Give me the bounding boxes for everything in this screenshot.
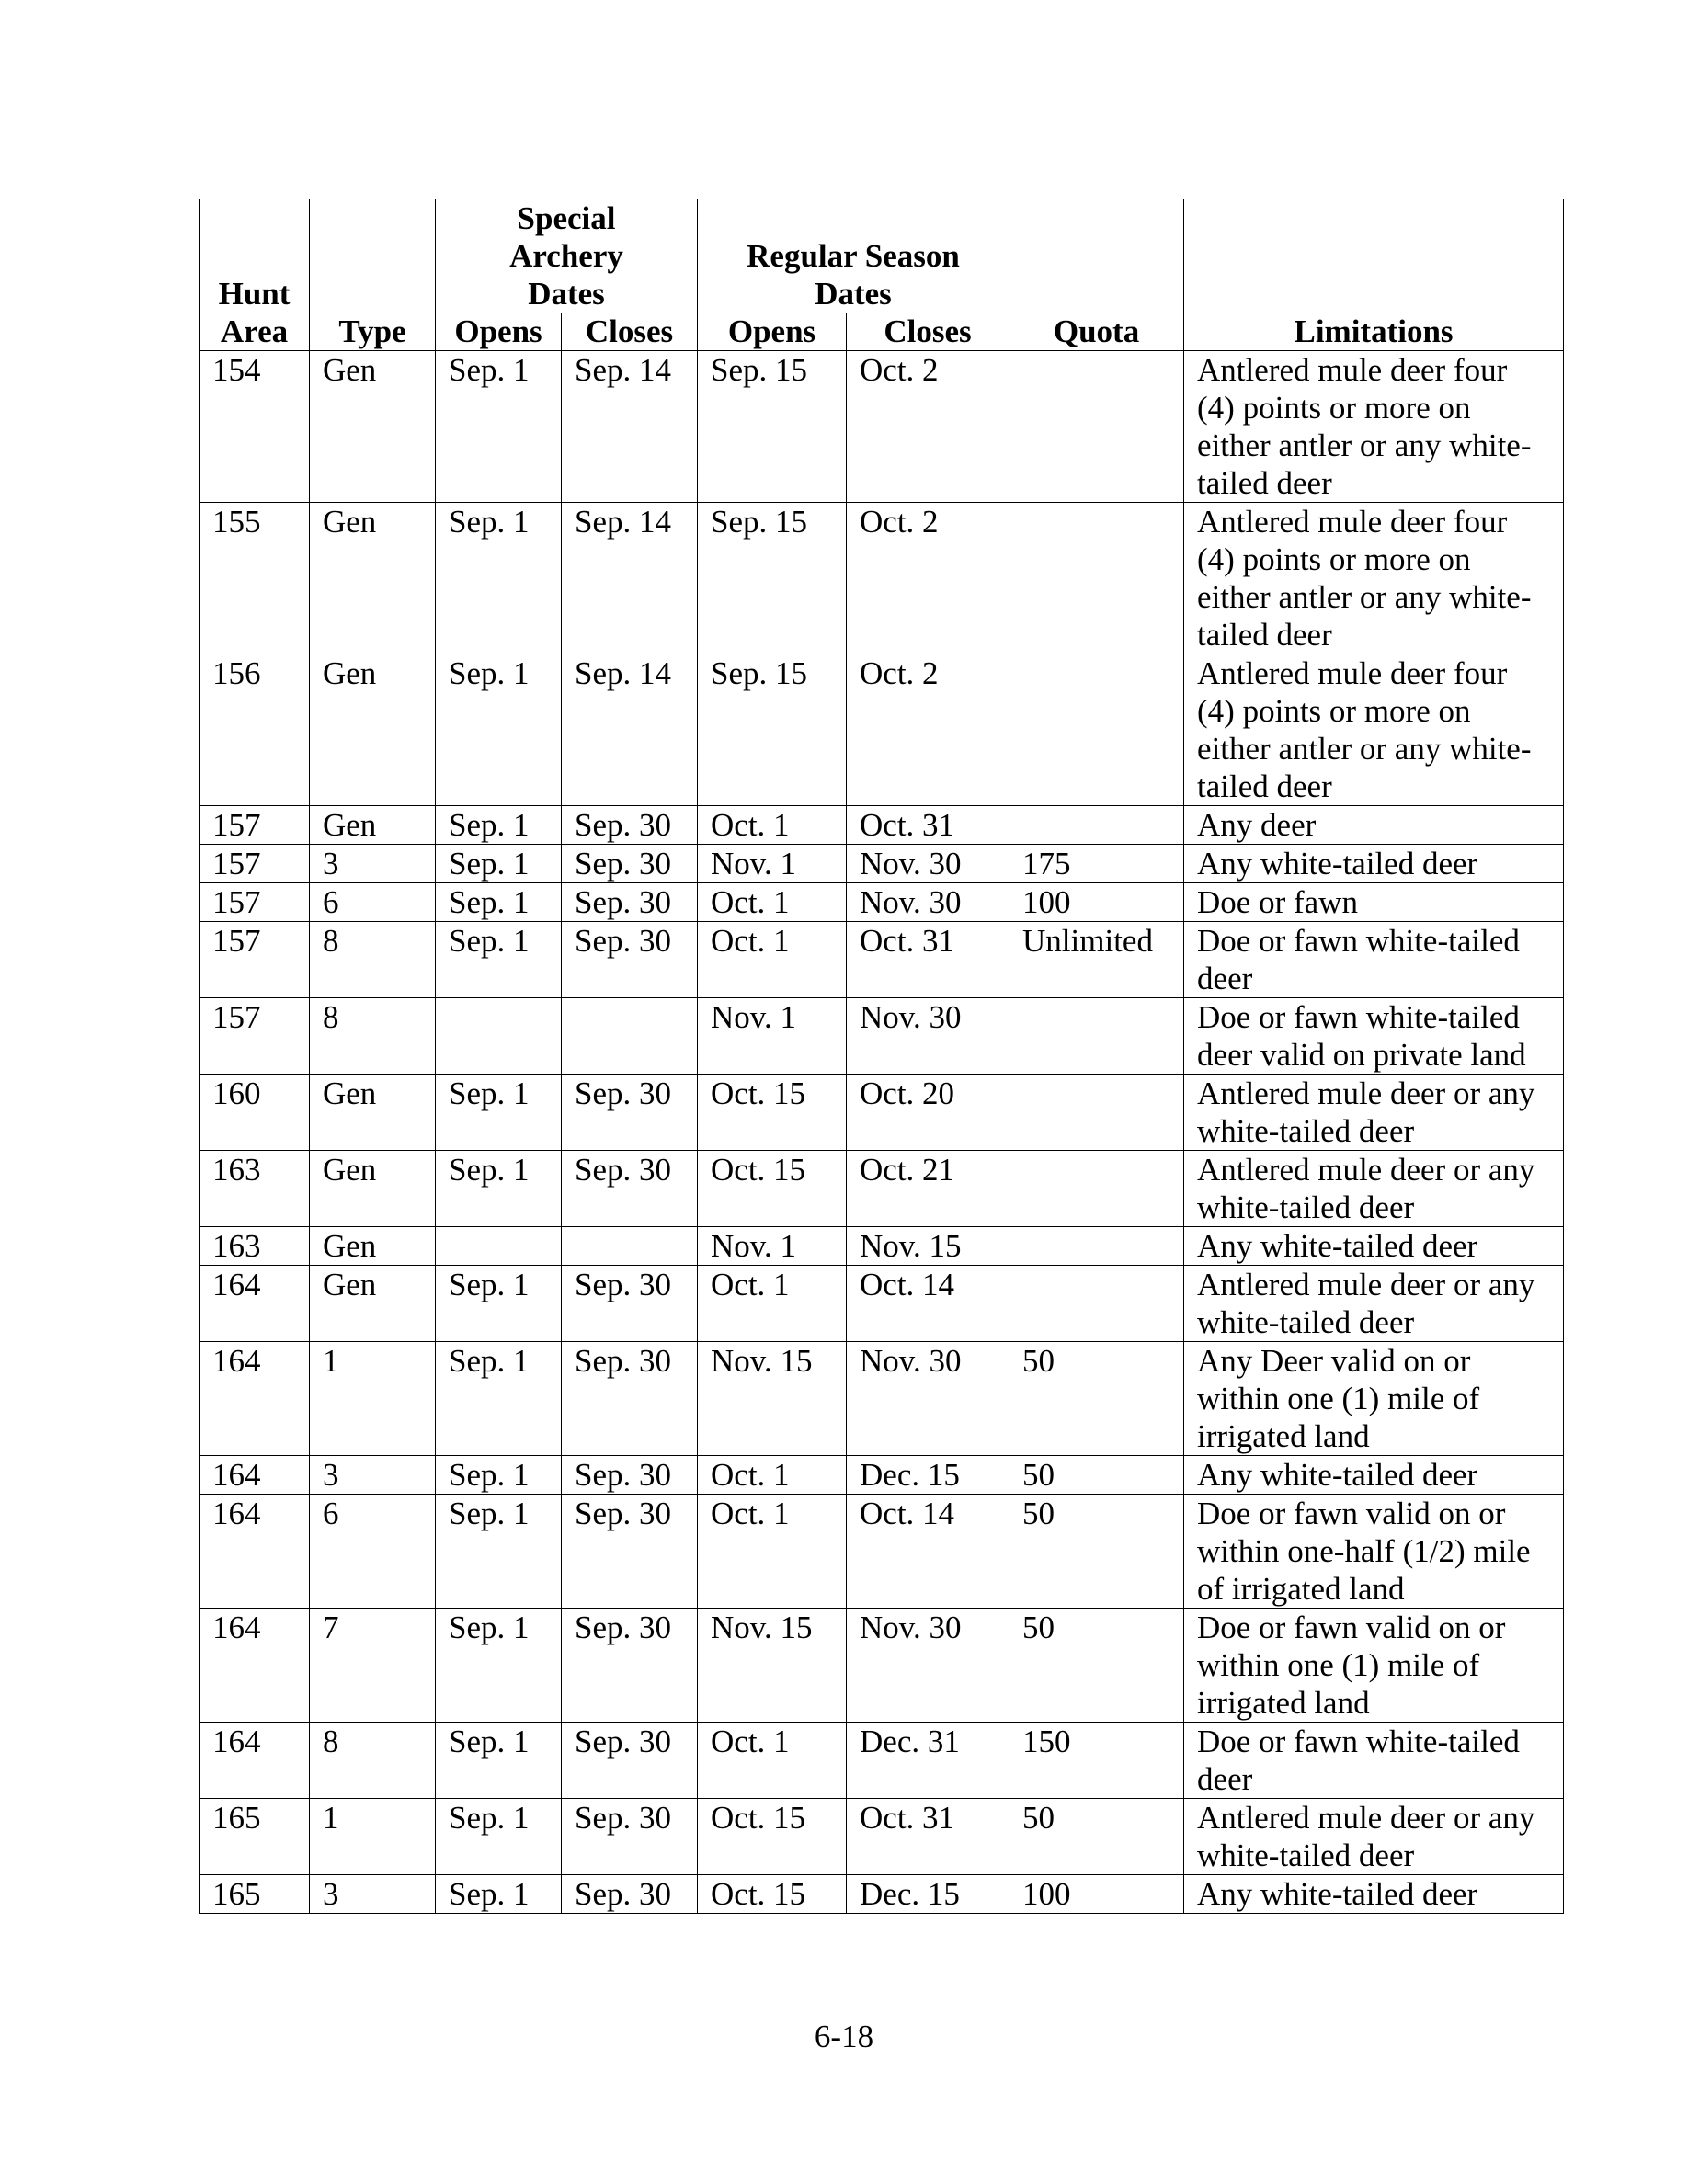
- table-row: [200, 998, 1564, 1075]
- quota-cell: 50: [1009, 1799, 1184, 1875]
- type-cell: 3: [310, 1875, 436, 1914]
- type-cell: Gen: [310, 1227, 436, 1266]
- archery-opens-cell: Sep. 1: [436, 1075, 562, 1151]
- limitations-cell: Antlered mule deer four (4) points or more on either antler or any white-tailed deer: [1184, 654, 1564, 806]
- archery-opens-cell: Sep. 1: [436, 1266, 562, 1342]
- regular-opens-cell: Oct. 1: [698, 1723, 847, 1799]
- type-cell: Gen: [310, 503, 436, 654]
- hunt-area-cell: 165: [200, 1875, 310, 1914]
- regular-opens-cell: Oct. 1: [698, 806, 847, 845]
- regular-closes-cell: Nov. 30: [847, 845, 1009, 883]
- regular-closes-cell: Dec. 15: [847, 1875, 1009, 1914]
- regular-closes-cell: Oct. 14: [847, 1495, 1009, 1609]
- limitations-cell: Antlered mule deer or any white-tailed deer: [1184, 1075, 1564, 1151]
- quota-cell: [1009, 1227, 1184, 1266]
- quota-cell: [1009, 351, 1184, 503]
- limitations-cell: Doe or fawn white-tailed deer: [1184, 922, 1564, 998]
- regular-opens-cell: Nov. 1: [698, 1227, 847, 1266]
- quota-cell: 150: [1009, 1723, 1184, 1799]
- quota-cell: [1009, 654, 1184, 806]
- type-cell: 1: [310, 1799, 436, 1875]
- regular-closes-cell: Nov. 30: [847, 1342, 1009, 1456]
- table-row: [200, 1075, 1564, 1151]
- archery-closes-cell: Sep. 30: [562, 1609, 698, 1723]
- regular-closes-cell: Nov. 30: [847, 883, 1009, 922]
- type-cell: Gen: [310, 1151, 436, 1227]
- type-cell: 6: [310, 1495, 436, 1609]
- table-body: [200, 351, 1564, 1914]
- table-header: [200, 199, 1564, 351]
- hunt-area-cell: 163: [200, 1151, 310, 1227]
- archery-closes-cell: Sep. 30: [562, 1723, 698, 1799]
- hunt-area-cell: 164: [200, 1456, 310, 1495]
- hunt-area-cell: 155: [200, 503, 310, 654]
- limitations-cell: Antlered mule deer or any white-tailed deer: [1184, 1151, 1564, 1227]
- type-cell: 3: [310, 845, 436, 883]
- archery-closes-cell: Sep. 30: [562, 1151, 698, 1227]
- archery-closes-cell: Sep. 14: [562, 351, 698, 503]
- archery-closes-cell: Sep. 30: [562, 1456, 698, 1495]
- regular-closes-cell: Nov. 30: [847, 998, 1009, 1075]
- archery-opens-cell: Sep. 1: [436, 503, 562, 654]
- table-row: [200, 1875, 1564, 1914]
- limitations-cell: Any deer: [1184, 806, 1564, 845]
- limitations-cell: Any white-tailed deer: [1184, 1456, 1564, 1495]
- archery-opens-cell: Sep. 1: [436, 845, 562, 883]
- regular-opens-cell: Nov. 15: [698, 1342, 847, 1456]
- archery-closes-cell: Sep. 30: [562, 806, 698, 845]
- regular-closes-cell: Oct. 2: [847, 351, 1009, 503]
- quota-cell: 50: [1009, 1495, 1184, 1609]
- page-number: 6-18: [814, 2019, 874, 2054]
- archery-closes-cell: Sep. 30: [562, 922, 698, 998]
- type-cell: 8: [310, 922, 436, 998]
- header-regular-season-dates: Regular Season Dates: [698, 199, 1009, 313]
- type-cell: Gen: [310, 1266, 436, 1342]
- header-regular-opens: Opens: [698, 313, 847, 351]
- table-row: [200, 883, 1564, 922]
- archery-closes-cell: Sep. 14: [562, 654, 698, 806]
- limitations-cell: Antlered mule deer four (4) points or more on either antler or any white-tailed deer: [1184, 351, 1564, 503]
- table-row: [200, 1227, 1564, 1266]
- table-row: [200, 654, 1564, 806]
- quota-cell: Unlimited: [1009, 922, 1184, 998]
- type-cell: Gen: [310, 351, 436, 503]
- hunt-area-cell: 164: [200, 1609, 310, 1723]
- regular-opens-cell: Nov. 1: [698, 845, 847, 883]
- limitations-cell: Doe or fawn white-tailed deer: [1184, 1723, 1564, 1799]
- limitations-cell: Any white-tailed deer: [1184, 1227, 1564, 1266]
- archery-closes-cell: Sep. 30: [562, 883, 698, 922]
- archery-opens-cell: Sep. 1: [436, 922, 562, 998]
- quota-cell: [1009, 806, 1184, 845]
- regular-closes-cell: Nov. 15: [847, 1227, 1009, 1266]
- type-cell: 3: [310, 1456, 436, 1495]
- archery-opens-cell: Sep. 1: [436, 1723, 562, 1799]
- regular-opens-cell: Nov. 15: [698, 1609, 847, 1723]
- regular-opens-cell: Sep. 15: [698, 654, 847, 806]
- hunt-area-cell: 164: [200, 1342, 310, 1456]
- regular-closes-cell: Dec. 31: [847, 1723, 1009, 1799]
- type-cell: Gen: [310, 806, 436, 845]
- limitations-cell: Doe or fawn white-tailed deer valid on private land: [1184, 998, 1564, 1075]
- quota-cell: [1009, 998, 1184, 1075]
- regular-opens-cell: Oct. 15: [698, 1075, 847, 1151]
- limitations-cell: Doe or fawn valid on or within one-half (1/2) mile of irrigated land: [1184, 1495, 1564, 1609]
- quota-cell: 175: [1009, 845, 1184, 883]
- table-row: [200, 1799, 1564, 1875]
- archery-opens-cell: [436, 998, 562, 1075]
- quota-cell: [1009, 1151, 1184, 1227]
- archery-closes-cell: Sep. 30: [562, 1266, 698, 1342]
- quota-cell: [1009, 1266, 1184, 1342]
- header-limitations: Limitations: [1184, 199, 1564, 351]
- hunt-area-cell: 156: [200, 654, 310, 806]
- regular-opens-cell: Sep. 15: [698, 503, 847, 654]
- type-cell: Gen: [310, 1075, 436, 1151]
- archery-closes-cell: Sep. 14: [562, 503, 698, 654]
- archery-opens-cell: Sep. 1: [436, 1799, 562, 1875]
- archery-opens-cell: Sep. 1: [436, 1875, 562, 1914]
- hunt-area-cell: 157: [200, 883, 310, 922]
- hunt-area-cell: 164: [200, 1723, 310, 1799]
- header-regular-closes: Closes: [847, 313, 1009, 351]
- type-cell: 8: [310, 1723, 436, 1799]
- table-row: [200, 1342, 1564, 1456]
- archery-closes-cell: Sep. 30: [562, 1495, 698, 1609]
- limitations-cell: Doe or fawn valid on or within one (1) mile of irrigated land: [1184, 1609, 1564, 1723]
- table-row: [200, 1723, 1564, 1799]
- table-row: [200, 1151, 1564, 1227]
- archery-opens-cell: Sep. 1: [436, 351, 562, 503]
- type-cell: 7: [310, 1609, 436, 1723]
- archery-opens-cell: Sep. 1: [436, 654, 562, 806]
- hunt-area-cell: 164: [200, 1495, 310, 1609]
- archery-closes-cell: Sep. 30: [562, 1875, 698, 1914]
- hunt-area-cell: 157: [200, 806, 310, 845]
- archery-closes-cell: Sep. 30: [562, 1799, 698, 1875]
- hunt-area-cell: 154: [200, 351, 310, 503]
- regular-closes-cell: Oct. 2: [847, 503, 1009, 654]
- hunt-area-cell: 164: [200, 1266, 310, 1342]
- quota-cell: 100: [1009, 883, 1184, 922]
- quota-cell: 50: [1009, 1342, 1184, 1456]
- hunt-area-cell: 160: [200, 1075, 310, 1151]
- regular-opens-cell: Oct. 1: [698, 922, 847, 998]
- archery-opens-cell: Sep. 1: [436, 1151, 562, 1227]
- regular-opens-cell: Oct. 1: [698, 1266, 847, 1342]
- table-row: [200, 806, 1564, 845]
- header-special-archery-dates: Special Archery Dates: [436, 199, 698, 313]
- type-cell: 8: [310, 998, 436, 1075]
- archery-opens-cell: Sep. 1: [436, 806, 562, 845]
- hunt-area-cell: 157: [200, 922, 310, 998]
- table-row: [200, 1266, 1564, 1342]
- regular-closes-cell: Dec. 15: [847, 1456, 1009, 1495]
- archery-closes-cell: Sep. 30: [562, 845, 698, 883]
- archery-closes-cell: [562, 1227, 698, 1266]
- regular-closes-cell: Oct. 20: [847, 1075, 1009, 1151]
- table-row: [200, 503, 1564, 654]
- limitations-cell: Antlered mule deer four (4) points or more on either antler or any white-tailed deer: [1184, 503, 1564, 654]
- limitations-cell: Antlered mule deer or any white-tailed deer: [1184, 1266, 1564, 1342]
- limitations-cell: Doe or fawn: [1184, 883, 1564, 922]
- regular-opens-cell: Oct. 15: [698, 1799, 847, 1875]
- archery-opens-cell: Sep. 1: [436, 1456, 562, 1495]
- regular-closes-cell: Oct. 31: [847, 806, 1009, 845]
- regular-opens-cell: Oct. 1: [698, 883, 847, 922]
- regular-opens-cell: Nov. 1: [698, 998, 847, 1075]
- archery-closes-cell: [562, 998, 698, 1075]
- archery-opens-cell: [436, 1227, 562, 1266]
- table-row: [200, 845, 1564, 883]
- quota-cell: [1009, 503, 1184, 654]
- regular-closes-cell: Oct. 14: [847, 1266, 1009, 1342]
- table-row: [200, 1495, 1564, 1609]
- hunt-area-cell: 163: [200, 1227, 310, 1266]
- archery-opens-cell: Sep. 1: [436, 1609, 562, 1723]
- header-type: Type: [310, 199, 436, 351]
- hunt-area-cell: 165: [200, 1799, 310, 1875]
- hunt-area-cell: 157: [200, 845, 310, 883]
- regular-opens-cell: Oct. 15: [698, 1151, 847, 1227]
- header-archery-closes: Closes: [562, 313, 698, 351]
- quota-cell: 100: [1009, 1875, 1184, 1914]
- header-quota: Quota: [1009, 199, 1184, 351]
- archery-opens-cell: Sep. 1: [436, 1342, 562, 1456]
- table-row: [200, 1456, 1564, 1495]
- header-hunt-area: Hunt Area: [200, 199, 310, 351]
- limitations-cell: Any Deer valid on or within one (1) mile of irrigated land: [1184, 1342, 1564, 1456]
- regular-opens-cell: Sep. 15: [698, 351, 847, 503]
- table-row: [200, 351, 1564, 503]
- archery-closes-cell: Sep. 30: [562, 1075, 698, 1151]
- archery-closes-cell: Sep. 30: [562, 1342, 698, 1456]
- limitations-cell: Any white-tailed deer: [1184, 1875, 1564, 1914]
- regular-opens-cell: Oct. 1: [698, 1495, 847, 1609]
- regular-closes-cell: Oct. 2: [847, 654, 1009, 806]
- quota-cell: [1009, 1075, 1184, 1151]
- type-cell: 1: [310, 1342, 436, 1456]
- table-row: [200, 1609, 1564, 1723]
- quota-cell: 50: [1009, 1456, 1184, 1495]
- type-cell: 6: [310, 883, 436, 922]
- hunt-area-cell: 157: [200, 998, 310, 1075]
- regular-closes-cell: Nov. 30: [847, 1609, 1009, 1723]
- hunt-seasons-table: [199, 199, 1564, 1914]
- archery-opens-cell: Sep. 1: [436, 883, 562, 922]
- regular-opens-cell: Oct. 15: [698, 1875, 847, 1914]
- quota-cell: 50: [1009, 1609, 1184, 1723]
- regular-closes-cell: Oct. 31: [847, 1799, 1009, 1875]
- regular-closes-cell: Oct. 31: [847, 922, 1009, 998]
- limitations-cell: Any white-tailed deer: [1184, 845, 1564, 883]
- type-cell: Gen: [310, 654, 436, 806]
- archery-opens-cell: Sep. 1: [436, 1495, 562, 1609]
- regular-closes-cell: Oct. 21: [847, 1151, 1009, 1227]
- limitations-cell: Antlered mule deer or any white-tailed deer: [1184, 1799, 1564, 1875]
- regular-opens-cell: Oct. 1: [698, 1456, 847, 1495]
- table-row: [200, 922, 1564, 998]
- header-archery-opens: Opens: [436, 313, 562, 351]
